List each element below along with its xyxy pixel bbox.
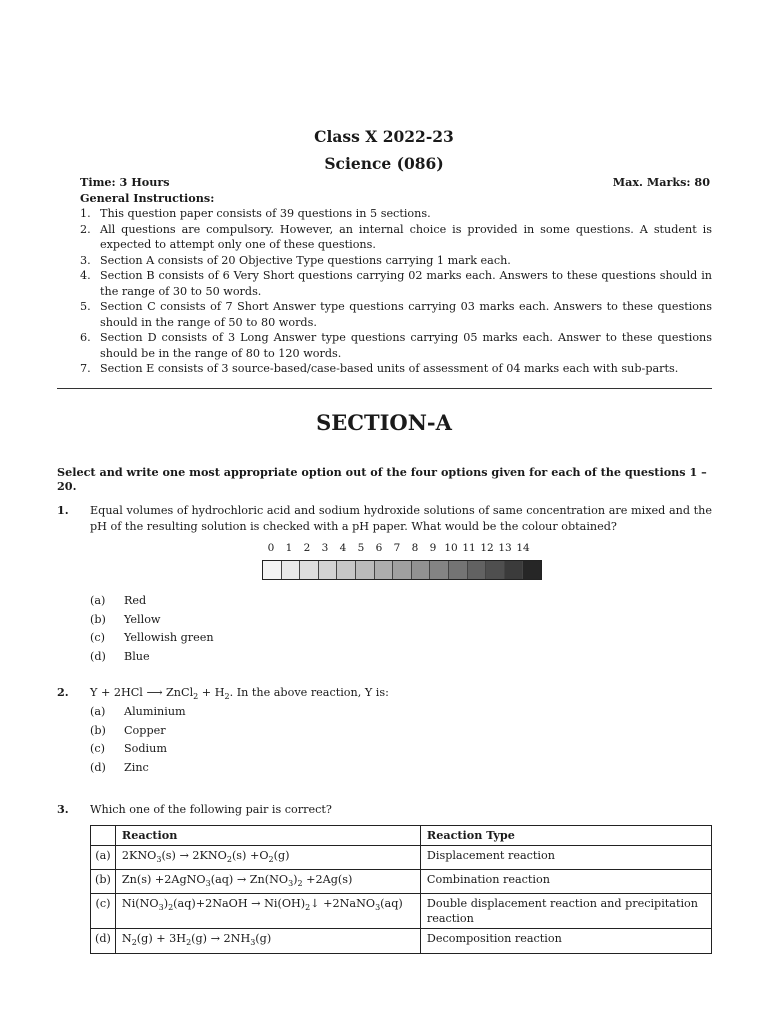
ph-colour-cell <box>412 561 431 579</box>
ph-colour-cell <box>449 561 468 579</box>
ph-label: 2 <box>303 542 311 554</box>
ph-label: 13 <box>498 542 512 554</box>
section-a-instruction: Select and write one most appropriate option out of the four options given for each of the questions 1 – 20. <box>57 465 707 493</box>
question-3-number: 3. <box>57 802 69 816</box>
option-item[interactable]: (b) Copper <box>90 723 166 737</box>
option-item[interactable]: (d) Blue <box>90 649 150 663</box>
question-2-options <box>90 703 186 777</box>
instruction-item: 6. Section D consists of 3 Long Answer type questions carrying 05 marks each. Answer to these questions should be in the range of 80 to 120 words. <box>80 331 712 360</box>
table-row: (a) $2KNO_3(s) \to 2KNO_2(s) +O_2(g)$ Displacement reaction <box>91 846 712 870</box>
table-row: (c) $Ni(NO_3)_2(aq)+2NaOH$ → $Ni(OH)_2↓$ +2NaNO$_3$(aq) Double displacement reaction and precipitation reaction <box>91 894 712 929</box>
question-1-options <box>90 592 214 666</box>
ph-colour-cell <box>356 561 375 579</box>
ph-label: 3 <box>321 542 329 554</box>
ph-colour-cell <box>319 561 338 579</box>
question-1-number: 1. <box>57 503 69 517</box>
ph-label: 10 <box>444 542 458 554</box>
col-reaction-type: Reaction Type <box>420 826 711 846</box>
ph-colour-cell <box>337 561 356 579</box>
ph-label: 11 <box>462 542 476 554</box>
ph-colour-cell <box>263 561 282 579</box>
time-label: Time: 3 Hours <box>80 175 170 189</box>
ph-label: 12 <box>480 542 494 554</box>
subject-title: Science (086) <box>324 154 444 173</box>
option-item[interactable]: (b) Yellow <box>90 612 161 626</box>
reaction-equation: $N_2(g) + 3H_2(g) \to 2NH_3(g)$ <box>115 929 420 953</box>
general-instructions-label: General Instructions: <box>80 191 215 205</box>
instruction-item: 3. Section A consists of 20 Objective Type questions carrying 1 mark each. <box>80 253 511 267</box>
ph-colour-cell <box>486 561 505 579</box>
col-reaction: Reaction <box>115 826 420 846</box>
reaction-equation: $2KNO_3(s) \to 2KNO_2(s) +O_2(g)$ <box>115 846 420 870</box>
ph-label: 6 <box>375 542 383 554</box>
reaction-equation: $Ni(NO_3)_2(aq)+2NaOH$ → $Ni(OH)_2↓$ +2NaNO$_3$(aq) <box>115 894 420 929</box>
reaction-type: Displacement reaction <box>420 846 711 870</box>
ph-label: 14 <box>516 542 530 554</box>
reaction-type: Combination reaction <box>420 870 711 894</box>
instruction-item: 5. Section C consists of 7 Short Answer type questions carrying 03 marks each. Answers to these questions should in the range of 50 to 80 words. <box>80 300 712 329</box>
ph-label: 9 <box>429 542 437 554</box>
reaction-type: Decomposition reaction <box>420 929 711 953</box>
reaction-pairs-table <box>90 825 712 954</box>
table-row: (b) Zn(s) +2AgNO$_3$(aq) → $Zn(NO_3)_2 +2Ag(s)$ Combination reaction <box>91 870 712 894</box>
ph-colour-cell <box>468 561 487 579</box>
ph-colour-cell <box>300 561 319 579</box>
class-title: Class X 2022-23 <box>314 127 454 146</box>
ph-colour-scale <box>262 560 542 580</box>
ph-colour-cell <box>375 561 394 579</box>
option-item[interactable]: (a) Aluminium <box>90 705 186 718</box>
ph-colour-cell <box>430 561 449 579</box>
table-header-row <box>91 826 712 846</box>
ph-label: 8 <box>411 542 419 554</box>
section-a-title: SECTION-A <box>316 410 452 435</box>
instruction-item: 1. This question paper consists of 39 questions in 5 sections. <box>80 207 431 220</box>
question-1-text: Equal volumes of hydrochloric acid and sodium hydroxide solutions of same concentration are mixed and the pH of the resulting solution is checked with a pH paper. What would be the colour obtained? <box>90 504 712 533</box>
instruction-item: 2. All questions are compulsory. However, an internal choice is provided in some questions. A student is expected to attempt only one of these questions. <box>80 222 712 251</box>
ph-colour-cell <box>393 561 412 579</box>
ph-label: 7 <box>393 542 401 554</box>
reaction-equation: Zn(s) +2AgNO$_3$(aq) → $Zn(NO_3)_2 +2Ag(s)$ <box>115 870 420 894</box>
time-and-marks <box>80 175 710 189</box>
instructions-list <box>80 206 712 377</box>
ph-label: 0 <box>267 542 275 554</box>
option-item[interactable]: (c) Sodium <box>90 742 167 755</box>
instruction-item: 7. Section E consists of 3 source-based/case-based units of assessment of 04 marks each with sub-parts. <box>80 362 679 375</box>
ph-label: 5 <box>357 542 365 554</box>
question-2-number: 2. <box>57 685 69 699</box>
instruction-item: 4. Section B consists of 6 Very Short questions carrying 02 marks each. Answers to these questions should in the range of 30 to 50 words. <box>80 269 712 298</box>
ph-label: 1 <box>285 542 293 554</box>
max-marks-label: Max. Marks: 80 <box>612 175 710 189</box>
ph-colour-cell <box>505 561 524 579</box>
option-item[interactable]: (c) Yellowish green <box>90 631 214 644</box>
section-divider <box>57 388 712 389</box>
ph-colour-cell <box>523 561 541 579</box>
option-item[interactable]: (d) Zinc <box>90 760 149 774</box>
option-item[interactable]: (a) Red <box>90 594 147 607</box>
ph-colour-cell <box>282 561 301 579</box>
reaction-type: Double displacement reaction and precipitation reaction <box>420 894 711 929</box>
ph-label: 4 <box>339 542 347 554</box>
table-row: (d) $N_2(g) + 3H_2(g) \to 2NH_3(g)$ Decomposition reaction <box>91 929 712 953</box>
question-3-text: Which one of the following pair is correct? <box>90 803 332 816</box>
question-2-text: Y + 2HCl ⟶ ZnCl$_2$ + $H_2$. In the above reaction, Y is: <box>90 686 389 702</box>
ph-scale-labels <box>262 542 542 556</box>
